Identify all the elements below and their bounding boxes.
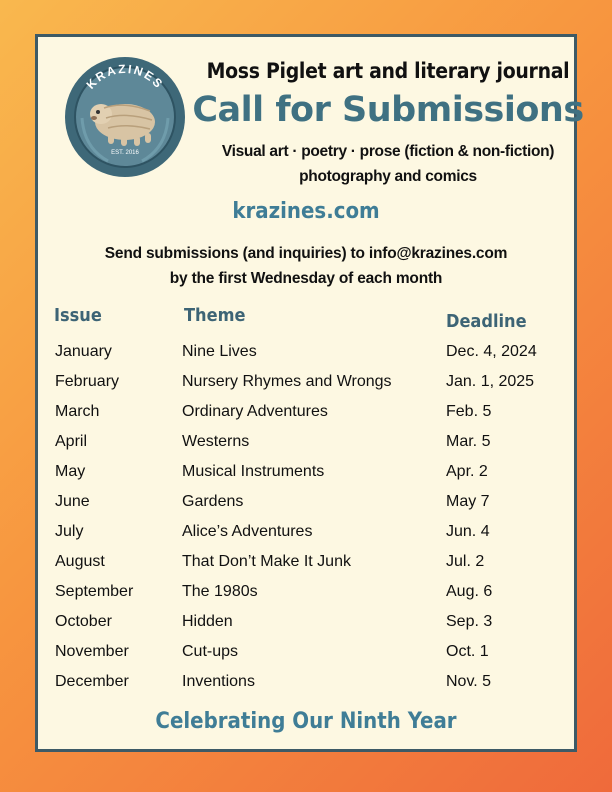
table-row [0, 493, 612, 523]
table-row [0, 553, 612, 583]
table-row [0, 523, 612, 553]
column-header-deadline: Deadline [446, 311, 527, 332]
column-header-theme: Theme [184, 305, 246, 326]
submission-contact: Send submissions (and inquiries) to info@krazines.com [104, 245, 508, 262]
table-row [0, 673, 612, 703]
issue-cell: November [55, 643, 129, 660]
footer-tagline: Celebrating Our Ninth Year [155, 709, 457, 734]
theme-cell: Hidden [182, 613, 233, 630]
deadline-cell: Aug. 6 [446, 583, 493, 600]
issue-cell: February [55, 373, 120, 390]
table-row [0, 343, 612, 373]
table-row [0, 403, 612, 433]
issue-cell: August [55, 553, 105, 570]
theme-cell: Alice’s Adventures [182, 523, 313, 540]
issue-cell: January [55, 343, 112, 360]
journal-name: Moss Piglet art and literary journal [206, 59, 570, 83]
theme-cell: Ordinary Adventures [182, 403, 328, 420]
deadline-cell: Sep. 3 [446, 613, 493, 630]
theme-cell: Westerns [182, 433, 250, 450]
theme-cell: Musical Instruments [182, 463, 325, 480]
theme-cell: Gardens [182, 493, 244, 510]
deadline-cell: May 7 [446, 493, 490, 510]
media-types-line-2: photography and comics [299, 168, 477, 185]
website-link[interactable]: krazines.com [232, 199, 380, 224]
deadline-cell: Oct. 1 [446, 643, 489, 660]
deadline-cell: Dec. 4, 2024 [446, 343, 537, 360]
logo-est-text: EST. 2016 [111, 150, 139, 156]
deadline-cell: Mar. 5 [446, 433, 491, 450]
theme-cell: Inventions [182, 673, 255, 690]
deadline-cell: Jun. 4 [446, 523, 490, 540]
theme-cell: That Don’t Make It Junk [182, 553, 351, 570]
theme-cell: Nursery Rhymes and Wrongs [182, 373, 392, 390]
theme-cell: Cut-ups [182, 643, 239, 660]
issue-cell: May [55, 463, 86, 480]
logo-text: KRAZINES [83, 61, 167, 92]
deadline-cell: Jan. 1, 2025 [446, 373, 535, 390]
table-row [0, 613, 612, 643]
table-row [0, 463, 612, 493]
table-row [0, 373, 612, 403]
deadline-cell: Nov. 5 [446, 673, 492, 690]
table-row [0, 583, 612, 613]
deadline-rule: by the first Wednesday of each month [169, 270, 443, 287]
theme-cell: Nine Lives [182, 343, 257, 360]
issue-cell: October [55, 613, 112, 630]
issue-cell: March [55, 403, 100, 420]
deadline-cell: Jul. 2 [446, 553, 485, 570]
krazines-logo [64, 56, 186, 178]
table-row [0, 643, 612, 673]
issue-cell: June [55, 493, 90, 510]
media-types-line-1: Visual art · poetry · prose (fiction & non-fiction) [221, 143, 555, 160]
issue-cell: September [55, 583, 134, 600]
table-row [0, 433, 612, 463]
deadline-cell: Feb. 5 [446, 403, 492, 420]
issue-cell: July [55, 523, 84, 540]
issue-cell: April [55, 433, 88, 450]
deadline-cell: Apr. 2 [446, 463, 488, 480]
column-header-issue: Issue [54, 305, 102, 326]
issue-cell: December [55, 673, 129, 690]
page-title: Call for Submissions [192, 90, 584, 130]
theme-cell: The 1980s [182, 583, 258, 600]
